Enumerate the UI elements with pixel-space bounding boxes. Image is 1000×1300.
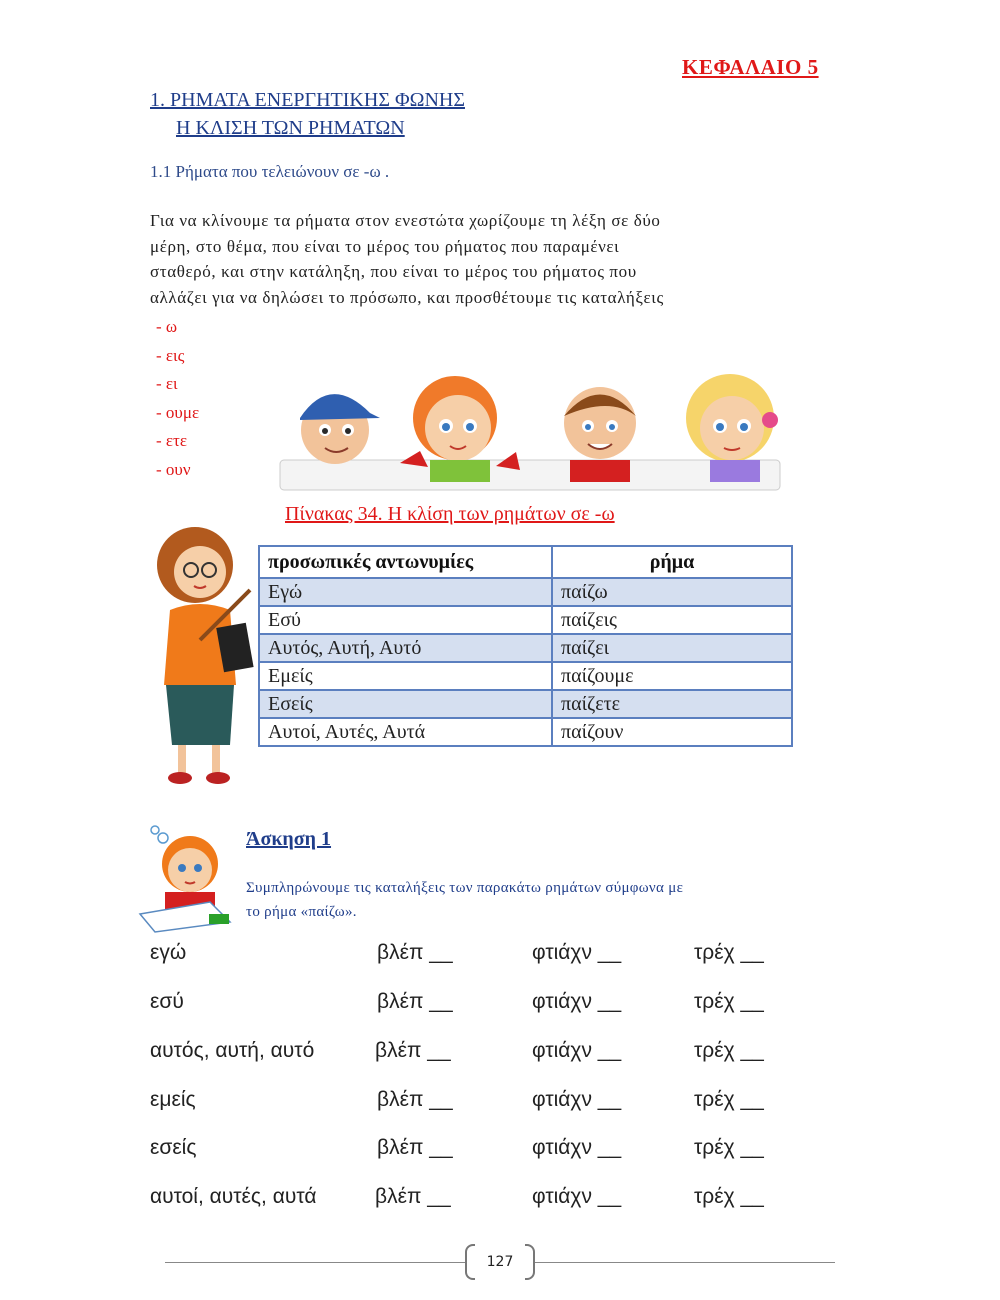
- pronoun-label: εσείς: [150, 1136, 197, 1159]
- pronoun-label: αυτοί, αυτές, αυτά: [150, 1185, 317, 1208]
- page-number: 127: [486, 1254, 514, 1270]
- blank-trech[interactable]: τρέχ __: [694, 1136, 764, 1159]
- section-heading-line1: 1. ΡΗΜΑΤΑ ΕΝΕΡΓΗΤΙΚΗΣ ΦΩΝΗΣ: [150, 89, 465, 111]
- blank-vlep[interactable]: βλέπ __: [377, 990, 453, 1013]
- blank-ftiachn[interactable]: φτιάχν __: [532, 1039, 622, 1062]
- verb-cell: παίζω: [552, 578, 792, 606]
- ending-item: - ουν: [156, 459, 191, 479]
- blank-ftiachn[interactable]: φτιάχν __: [532, 1088, 622, 1111]
- pronoun-cell: Αυτοί, Αυτές, Αυτά: [259, 718, 552, 746]
- footer-rule-right: [535, 1262, 835, 1263]
- verb-cell: παίζεις: [552, 606, 792, 634]
- blank-vlep[interactable]: βλέπ __: [377, 941, 453, 964]
- table-row: [259, 662, 792, 690]
- instruction-line: Συμπληρώνουμε τις καταλήξεις των παρακάτω ρημάτων σύμφωνα με: [246, 880, 684, 896]
- blank-trech[interactable]: τρέχ __: [694, 1088, 764, 1111]
- pronoun-cell: Εγώ: [259, 578, 552, 606]
- paragraph-line: σταθερό, και στην κατάληξη, που είναι το μέρος του ρήματος που: [150, 262, 637, 281]
- verb-cell: παίζει: [552, 634, 792, 662]
- blank-trech[interactable]: τρέχ __: [694, 990, 764, 1013]
- pronoun-cell: Εμείς: [259, 662, 552, 690]
- table-row: [259, 718, 792, 746]
- blank-vlep[interactable]: βλέπ __: [375, 1185, 451, 1208]
- teacher-illustration: [140, 520, 260, 790]
- chapter-title: ΚΕΦΑΛΑΙΟ 5: [682, 55, 819, 79]
- subsection-heading: 1.1 Ρήματα που τελειώνουν σε -ω .: [150, 162, 390, 181]
- blank-vlep[interactable]: βλέπ __: [377, 1088, 453, 1111]
- header-verb: ρήμα: [552, 546, 792, 578]
- pronoun-label: αυτός, αυτή, αυτό: [150, 1039, 315, 1062]
- pronoun-cell: Εσύ: [259, 606, 552, 634]
- ending-item: - εις: [156, 345, 185, 365]
- blank-ftiachn[interactable]: φτιάχν __: [532, 941, 622, 964]
- blank-trech[interactable]: τρέχ __: [694, 1185, 764, 1208]
- intro-paragraph: [150, 208, 850, 310]
- ending-item: - ουμε: [156, 402, 200, 422]
- blank-vlep[interactable]: βλέπ __: [377, 1136, 453, 1159]
- exercise-row: [150, 1039, 850, 1069]
- endings-list: [156, 313, 199, 484]
- blank-ftiachn[interactable]: φτιάχν __: [532, 1136, 622, 1159]
- pronoun-cell: Αυτός, Αυτή, Αυτό: [259, 634, 552, 662]
- pronoun-cell: Εσείς: [259, 690, 552, 718]
- boy-with-cap-figure: [300, 394, 380, 464]
- table-row: [259, 634, 792, 662]
- paragraph-line: Για να κλίνουμε τα ρήματα στον ενεστώτα χωρίζουμε τη λέξη σε δύο: [150, 211, 661, 230]
- instruction-line: το ρήμα «παίζω».: [246, 904, 357, 920]
- table-caption: Πίνακας 34. Η κλίση των ρημάτων σε -ω: [285, 503, 615, 525]
- header-pronouns: προσωπικές αντωνυμίες: [259, 546, 552, 578]
- exercise-row: [150, 990, 850, 1020]
- table-header-row: [259, 546, 792, 578]
- paragraph-line: αλλάζει για να δηλώσει το πρόσωπο, και προσθέτουμε τις καταλήξεις: [150, 287, 664, 307]
- footer-rule-left: [165, 1262, 465, 1263]
- blank-trech[interactable]: τρέχ __: [694, 941, 764, 964]
- children-illustration: [270, 368, 790, 498]
- section-heading: [150, 86, 465, 142]
- blank-vlep[interactable]: βλέπ __: [375, 1039, 451, 1062]
- verb-cell: παίζουν: [552, 718, 792, 746]
- ending-item: - ει: [156, 374, 178, 393]
- blank-ftiachn[interactable]: φτιάχν __: [532, 990, 622, 1013]
- exercise-row: [150, 1136, 850, 1166]
- exercise-row: [150, 941, 850, 971]
- boy-figure: [564, 387, 636, 482]
- paragraph-line: μέρη, στο θέμα, που είναι το μέρος του ρήματος που παραμένει: [150, 236, 620, 256]
- exercise-row: [150, 1185, 850, 1215]
- pronoun-label: εμείς: [150, 1088, 196, 1111]
- verb-cell: παίζουμε: [552, 662, 792, 690]
- ending-item: - ετε: [156, 431, 188, 450]
- table-row: [259, 578, 792, 606]
- student-writing-illustration: [135, 822, 235, 934]
- ending-item: - ω: [156, 317, 178, 336]
- blank-trech[interactable]: τρέχ __: [694, 1039, 764, 1062]
- table-row: [259, 690, 792, 718]
- verb-cell: παίζετε: [552, 690, 792, 718]
- exercise-instruction: [246, 876, 856, 924]
- exercise-title: Άσκηση 1: [246, 828, 332, 850]
- pronoun-label: εσύ: [150, 990, 184, 1013]
- pronoun-label: εγώ: [150, 941, 187, 964]
- conjugation-table: [258, 545, 793, 747]
- section-heading-line2: Η ΚΛΙΣΗ ΤΩΝ ΡΗΜΑΤΩΝ: [176, 117, 405, 139]
- blank-ftiachn[interactable]: φτιάχν __: [532, 1185, 622, 1208]
- table-row: [259, 606, 792, 634]
- exercise-row: [150, 1088, 850, 1118]
